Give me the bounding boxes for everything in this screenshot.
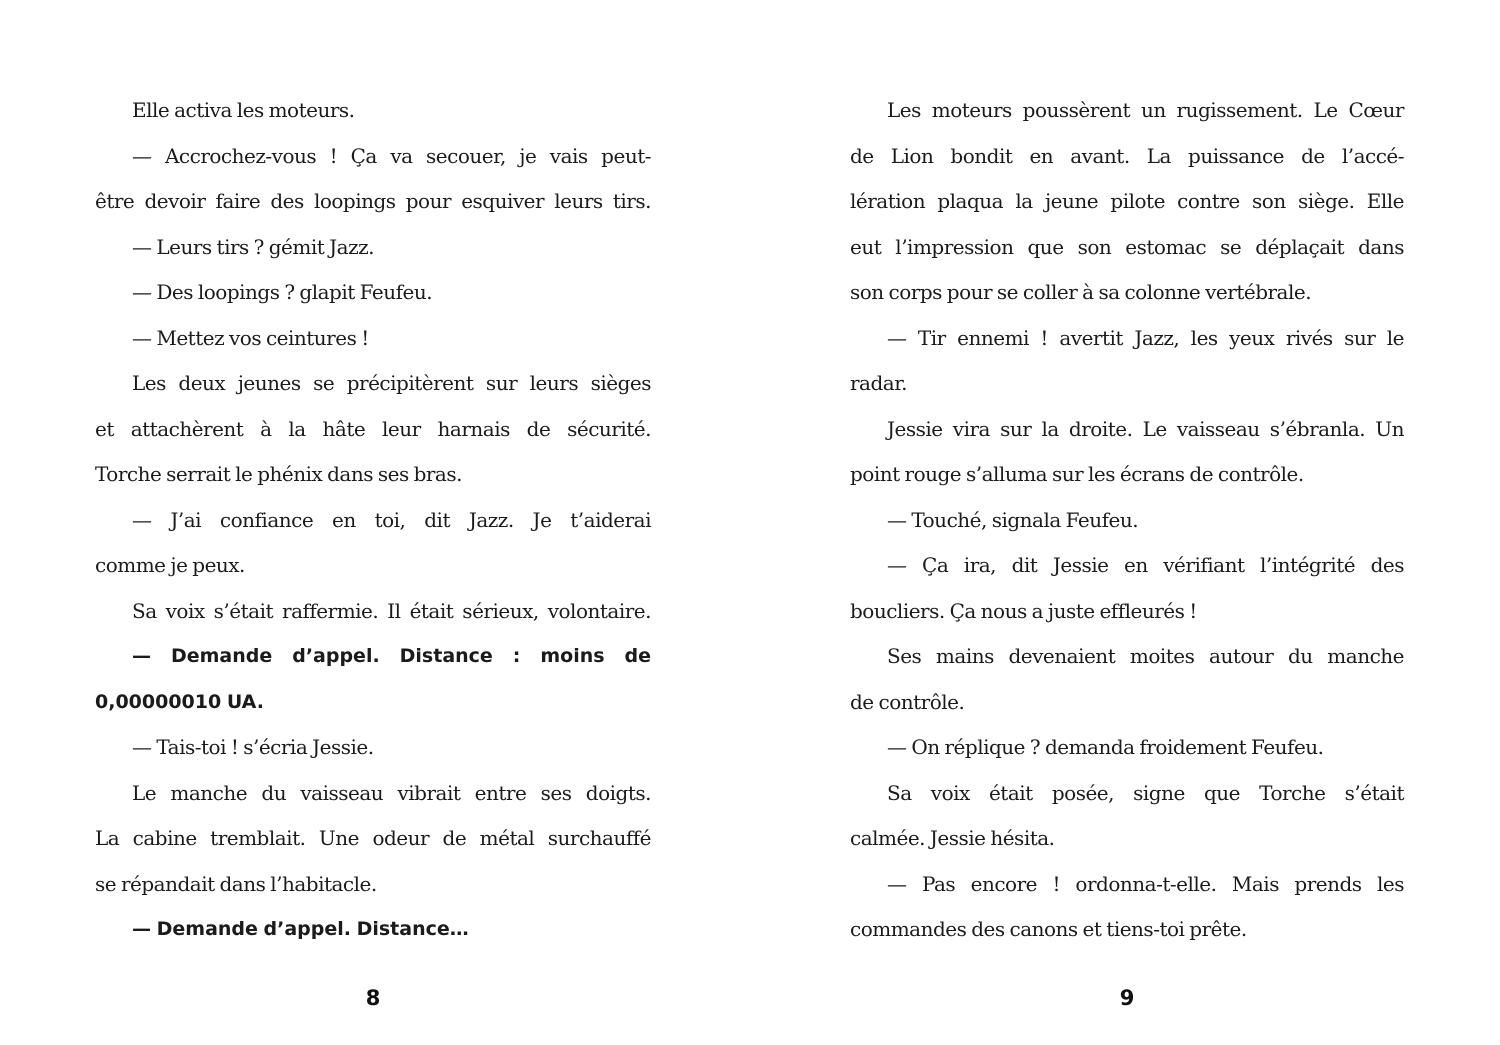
text-line-computer-voice: 0,00000010 UA. <box>95 690 264 713</box>
text-line: Les moteurs poussèrent un rugissement. Le Cœur <box>887 98 1404 122</box>
text-line: Elle activa les moteurs. <box>132 98 355 122</box>
text-line: Torche serrait le phénix dans ses bras. <box>95 462 462 486</box>
text-line: eut l’impression que son estomac se déplaçait dans <box>850 234 1404 259</box>
page-right <box>850 0 1404 1045</box>
text-line: radar. <box>850 371 907 395</box>
text-line: — Pas encore ! ordonna-t-elle. Mais prends les <box>887 871 1404 896</box>
text-line: de Lion bondit en avant. La puissance de l’accé- <box>850 143 1404 168</box>
page-number: 8 <box>365 986 381 1010</box>
text-line: commandes des canons et tiens-toi prête. <box>850 917 1247 941</box>
text-line: Jessie vira sur la droite. Le vaisseau s’ébranla. Un <box>887 416 1404 441</box>
text-line: — Des loopings ? glapit Feufeu. <box>132 280 433 304</box>
text-line: — Ça ira, dit Jessie en vérifiant l’intégrité des <box>887 553 1404 577</box>
text-line: — Accrochez-vous ! Ça va secouer, je vais peut- <box>132 143 651 168</box>
text-line: être devoir faire des loopings pour esquiver leurs tirs. <box>95 189 651 213</box>
text-line: — J’ai confiance en toi, dit Jazz. Je t’aiderai <box>132 507 651 532</box>
text-line-computer-voice: — Demande d’appel. Distance : moins de <box>132 645 651 667</box>
text-line: — Tir ennemi ! avertit Jazz, les yeux rivés sur le <box>887 325 1404 350</box>
text-line: — Mettez vos ceintures ! <box>132 325 369 350</box>
text-line: — On réplique ? demanda froidement Feufeu. <box>887 735 1324 759</box>
text-line: comme je peux. <box>95 553 245 577</box>
page-number: 9 <box>1119 986 1135 1010</box>
text-line: Les deux jeunes se précipitèrent sur leurs sièges <box>132 371 651 395</box>
text-line: Sa voix s’était raffermie. Il était sérieux, volontaire. <box>132 598 651 623</box>
text-line: et attachèrent à la hâte leur harnais de sécurité. <box>95 416 651 441</box>
text-line: point rouge s’alluma sur les écrans de contrôle. <box>850 462 1304 486</box>
text-line: — Tais-toi ! s’écria Jessie. <box>132 735 374 759</box>
text-line: — Leurs tirs ? gémit Jazz. <box>132 234 374 259</box>
text-line: Ses mains devenaient moites autour du manche <box>887 644 1404 668</box>
text-line: de contrôle. <box>850 689 965 714</box>
text-line: lération plaqua la jeune pilote contre son siège. Elle <box>850 189 1404 213</box>
page-left <box>95 0 651 1045</box>
page-right-text <box>850 88 1404 953</box>
text-line: se répandait dans l’habitacle. <box>95 871 377 896</box>
text-line: boucliers. Ça nous a juste effleurés ! <box>850 598 1197 623</box>
text-line: — Touché, signala Feufeu. <box>887 507 1139 532</box>
text-line: son corps pour se coller à sa colonne vertébrale. <box>850 280 1312 304</box>
text-line-computer-voice: — Demande d’appel. Distance… <box>132 918 469 940</box>
page-left-text <box>95 88 651 953</box>
text-line: calmée. Jessie hésita. <box>850 826 1055 850</box>
text-line: Sa voix était posée, signe que Torche s’était <box>887 780 1404 805</box>
text-line: La cabine tremblait. Une odeur de métal surchauffé <box>95 826 651 850</box>
text-line: Le manche du vaisseau vibrait entre ses doigts. <box>132 780 651 805</box>
